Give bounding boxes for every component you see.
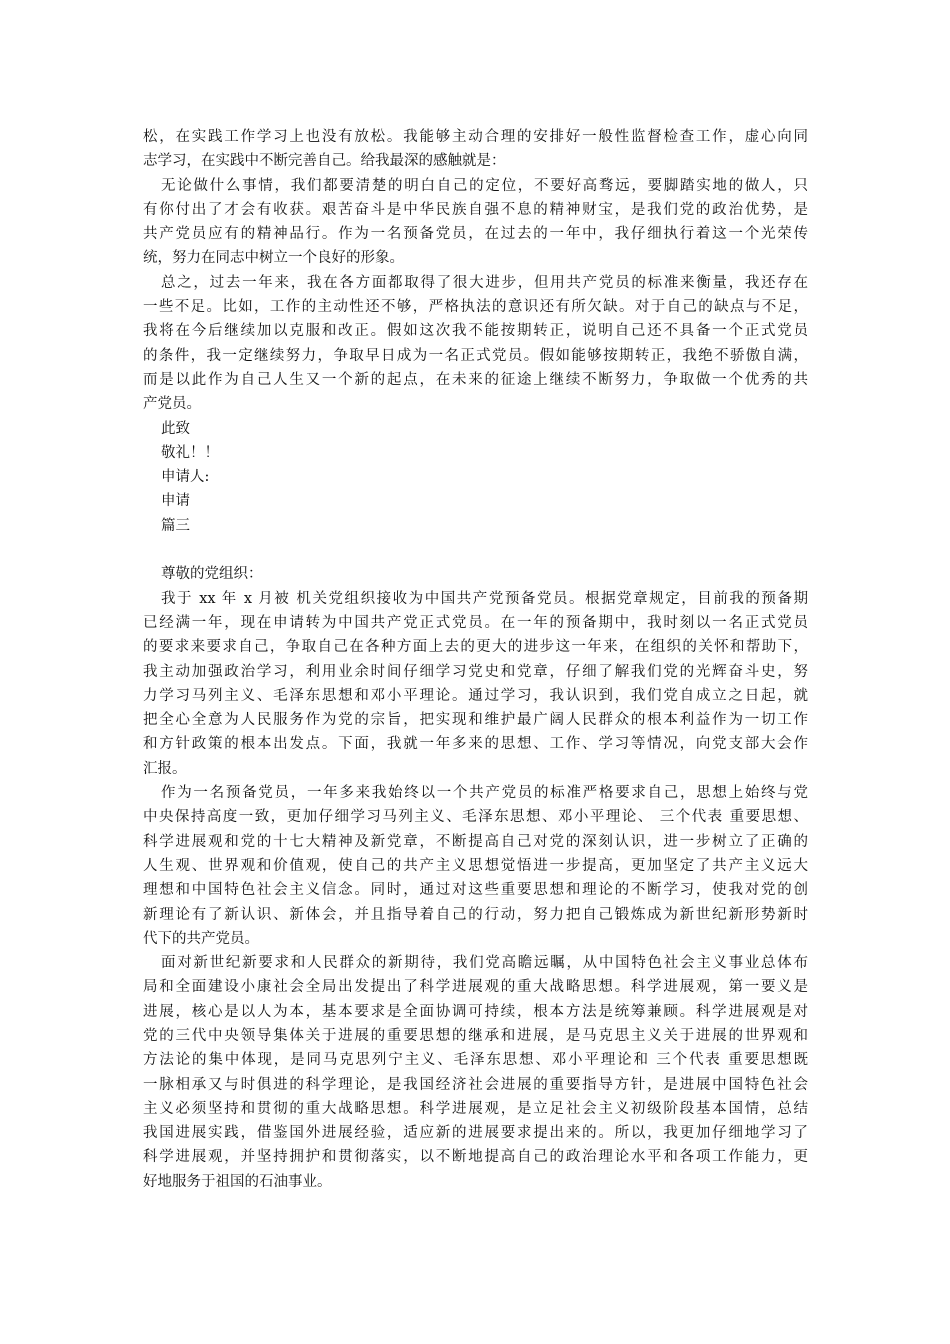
text-line: 把全心全意为人民服务作为党的宗旨，把实现和维护最广阔人民群众的根本利益作为一切工作 bbox=[143, 712, 808, 729]
text-line: 好地服务于祖国的石油事业。 bbox=[143, 1173, 332, 1190]
text-line: 此致 bbox=[161, 420, 190, 437]
text-line: 力学习马列主义、毛泽东思想和邓小平理论。通过学习，我认识到，我们党自成立之日起，就 bbox=[143, 687, 808, 704]
text-line: 共产党员应有的精神品行。作为一名预备党员，在过去的一年中，我仔细执行着这一个光荣传 bbox=[143, 226, 808, 243]
text-line: 尊敬的党组织： bbox=[161, 566, 263, 583]
text-line: 的条件，我一定继续努力，争取早日成为一名正式党员。假如能够按期转正，我绝不骄傲自满， bbox=[143, 347, 808, 364]
text-line: 方法论的集中体现，是同马克思列宁主义、毛泽东思想、邓小平理论和 三个代表 重要思想既 bbox=[143, 1052, 808, 1069]
text-line: 面对新世纪新要求和人民群众的新期待，我们党高瞻远瞩，从中国特色社会主义事业总体布 bbox=[161, 955, 808, 972]
text-line: 主义必须坚持和贯彻的重大战略思想。科学进展观，是立足社会主义初级阶段基本国情，总结 bbox=[143, 1100, 808, 1117]
text-line: 总之，过去一年来，我在各方面都取得了很大进步，但用共产党员的标准来衡量，我还存在 bbox=[161, 274, 808, 291]
text-line: 篇三 bbox=[161, 517, 190, 534]
text-line: 和方针政策的根本出发点。下面，我就一年多来的思想、工作、学习等情况，向党支部大会作 bbox=[143, 736, 808, 753]
document-page bbox=[143, 125, 808, 1194]
text-line: 汇报。 bbox=[143, 760, 187, 777]
text-line: 我国进展实践，借鉴国外进展经验，适应新的进展要求提出来的。所以，我更加仔细地学习了 bbox=[143, 1125, 808, 1142]
text-line: 我将在今后继续加以克服和改正。假如这次我不能按期转正，说明自己还不具备一个正式党员 bbox=[143, 323, 808, 340]
text-line: 我于 xx 年 x 月被 机关党组织接收为中国共产党预备党员。根据党章规定，目前我的预备期 bbox=[161, 590, 808, 607]
text-line: 无论做什么事情，我们都要清楚的明白自己的定位，不要好高骛远，要脚踏实地的做人，只 bbox=[161, 177, 808, 194]
text-line: 申请人: bbox=[161, 469, 210, 486]
text-line: 理想和中国特色社会主义信念。同时，通过对这些重要思想和理论的不断学习，使我对党的创 bbox=[143, 882, 808, 899]
text-line: 松，在实践工作学习上也没有放松。我能够主动合理的安排好一般性监督检查工作，虚心向同 bbox=[143, 129, 808, 145]
text-line: 志学习，在实践中不断完善自己。给我最深的感触就是： bbox=[143, 153, 506, 170]
text-line: 已经满一年，现在申请转为中国共产党正式党员。在一年的预备期中，我时刻以一名正式党员 bbox=[143, 614, 808, 631]
text-line: 科学进展观，并坚持拥护和贯彻落实，以不断地提高自己的政治理论水平和各项工作能力，更 bbox=[143, 1149, 808, 1166]
blank-line bbox=[143, 538, 808, 562]
text-line: 科学进展观和党的十七大精神及新党章，不断提高自己对党的深刻认识，进一步树立了正确的 bbox=[143, 833, 808, 850]
text-line: 我主动加强政治学习，利用业余时间仔细学习党史和党章，仔细了解我们党的光辉奋斗史，努 bbox=[143, 663, 808, 680]
text-line: 申请 bbox=[161, 493, 190, 510]
text-line: 的要求来要求自己，争取自己在各种方面上去的更大的进步这一年来，在组织的关怀和帮助下， bbox=[143, 639, 808, 656]
text-line: 新理论有了新认识、新体会，并且指导着自己的行动，努力把自己锻炼成为新世纪新形势新时 bbox=[143, 906, 808, 923]
text-line: 中央保持高度一致，更加仔细学习马列主义、毛泽东思想、邓小平理论、 三个代表 重要思想、 bbox=[143, 809, 808, 826]
text-line: 敬礼！！ bbox=[161, 444, 219, 461]
text-line: 产党员。 bbox=[143, 396, 201, 413]
text-line: 进展，核心是以人为本，基本要求是全面协调可持续，根本方法是统筹兼顾。科学进展观是对 bbox=[143, 1003, 808, 1020]
text-line: 而是以此作为自己人生又一个新的起点，在未来的征途上继续不断努力，争取做一个优秀的共 bbox=[143, 371, 808, 388]
text-line: 作为一名预备党员，一年多来我始终以一个共产党员的标准严格要求自己，思想上始终与党 bbox=[161, 785, 808, 802]
text-line: 代下的共产党员。 bbox=[143, 930, 259, 947]
text-line: 统，努力在同志中树立一个良好的形象。 bbox=[143, 250, 404, 267]
text-line: 一些不足。比如，工作的主动性还不够，严格执法的意识还有所欠缺。对于自己的缺点与不足， bbox=[143, 299, 808, 316]
text-line: 人生观、世界观和价值观，使自己的共产主义思想觉悟进一步提高，更加坚定了共产主义远大 bbox=[143, 857, 808, 874]
text-line: 党的三代中央领导集体关于进展的重要思想的继承和进展，是马克思主义关于进展的世界观和 bbox=[143, 1027, 808, 1044]
text-line: 有你付出了才会有收获。艰苦奋斗是中华民族自强不息的精神财宝，是我们党的政治优势，是 bbox=[143, 201, 808, 218]
text-line: 局和全面建设小康社会全局出发提出了科学进展观的重大战略思想。科学进展观，第一要义是 bbox=[143, 979, 808, 996]
text-line: 一脉相承又与时俱进的科学理论，是我国经济社会进展的重要指导方针，是进展中国特色社会 bbox=[143, 1076, 808, 1093]
